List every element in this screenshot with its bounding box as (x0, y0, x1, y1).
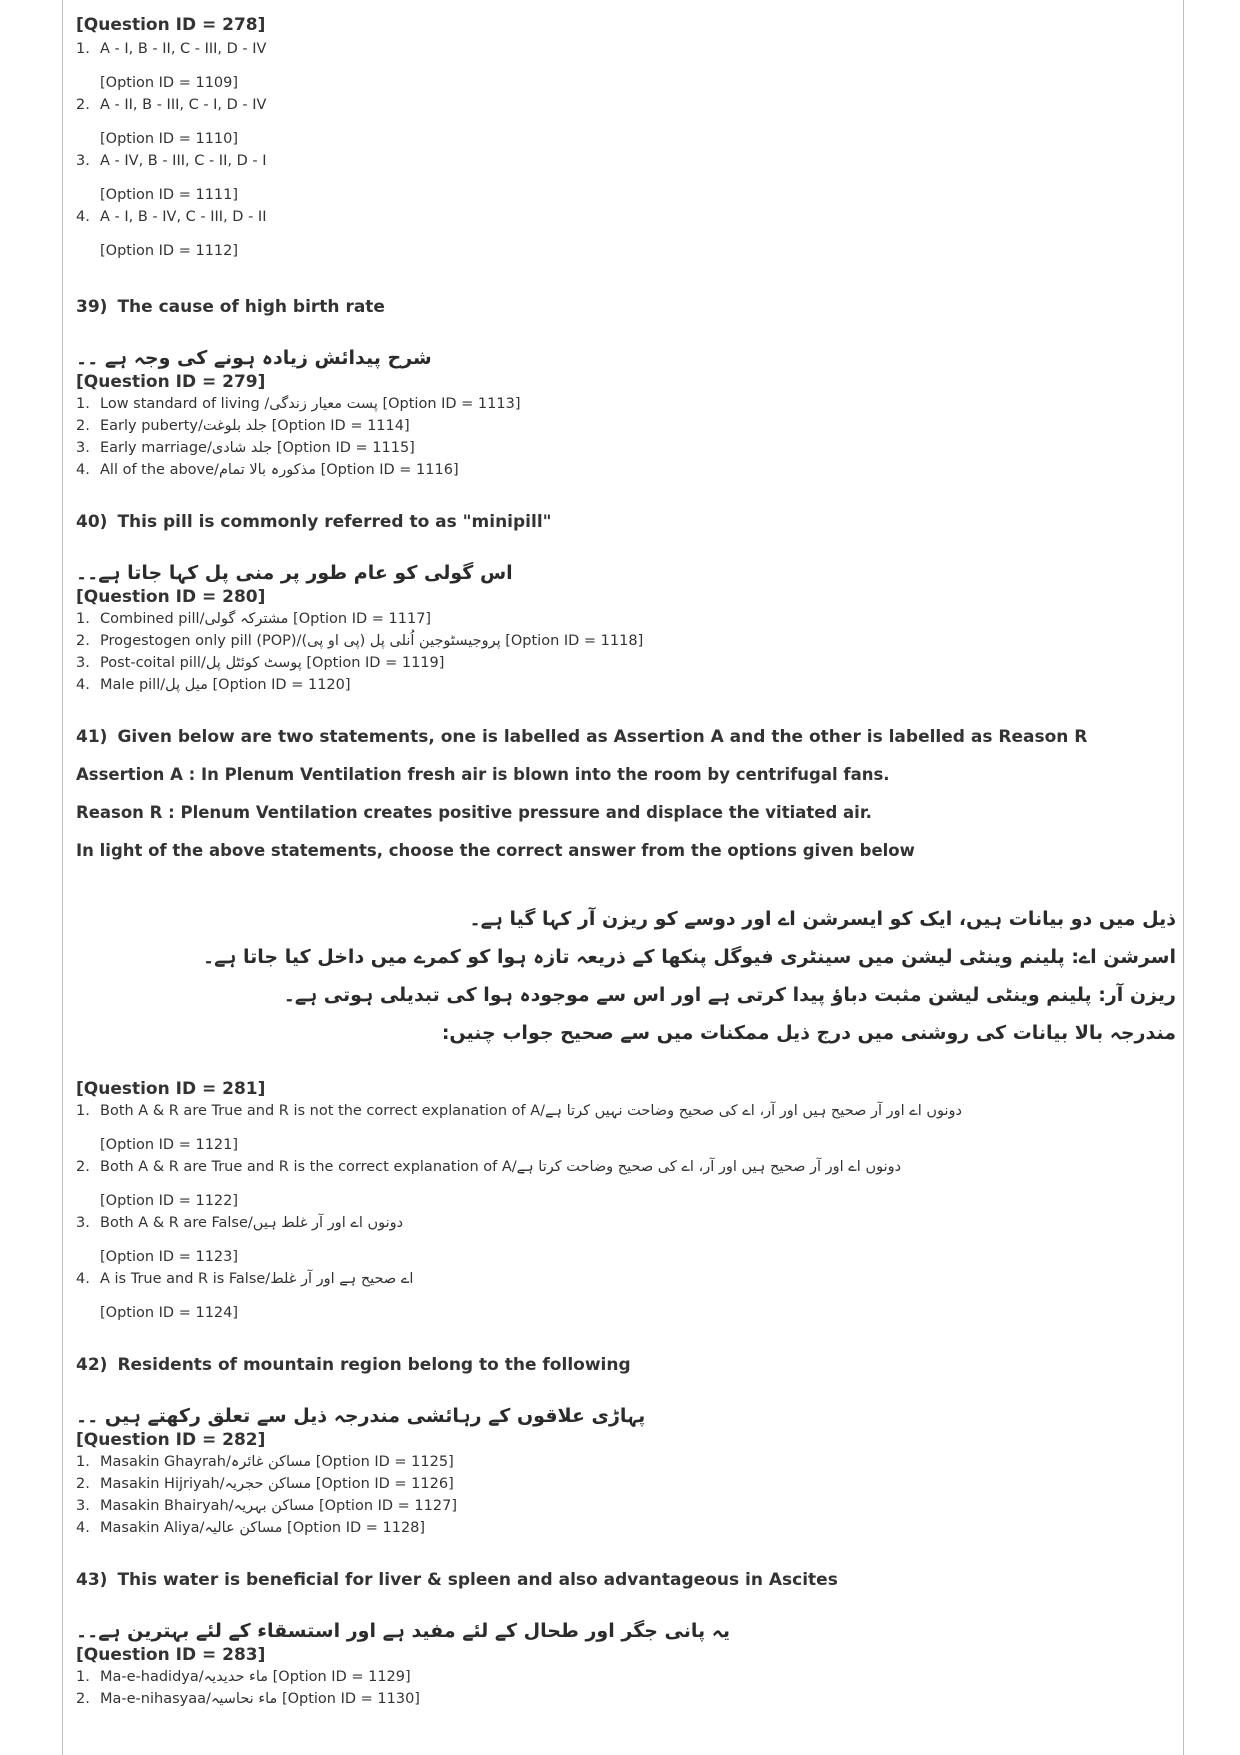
option-text: A - I, B - II, C - III, D - IV (100, 41, 267, 57)
option-item (76, 1451, 1176, 1473)
option-number: 3. (76, 440, 90, 456)
instruction-text: In light of the above statements, choose the correct answer from the options given below (76, 841, 915, 860)
option-id: [Option ID = 1129] (272, 1669, 411, 1685)
question-id: [Question ID = 278] (76, 15, 266, 35)
option-id: [Option ID = 1111] (100, 187, 239, 203)
option-number: 1. (76, 1454, 90, 1470)
option-item (76, 1473, 1176, 1495)
question-number: 41) (76, 727, 108, 747)
option-id: [Option ID = 1124] (100, 1305, 239, 1321)
option-id: [Option ID = 1130] (281, 1691, 420, 1707)
question-41 (76, 726, 1176, 1324)
option-id: [Option ID = 1116] (320, 462, 459, 478)
option-item (76, 1517, 1176, 1539)
option-text: Progestogen only pill (POP)/ (100, 633, 302, 649)
option-text: Both A & R are True and R is the correct explanation of A/ (100, 1159, 517, 1175)
option-id: [Option ID = 1125] (315, 1454, 454, 1470)
option-text: Ma-e-hadidya/ (100, 1669, 204, 1685)
option-urdu-text: مساکن عالیہ (204, 1520, 283, 1536)
option-id: [Option ID = 1114] (271, 418, 410, 434)
option-text: Early marriage/ (100, 440, 212, 456)
question-urdu-text: یہ پانی جگر اور طحال کے لئے مفید ہے اور استسقاء کے لئے بہترین ہے۔۔ (76, 1620, 731, 1642)
option-number: 4. (76, 1271, 90, 1287)
option-number: 2. (76, 97, 90, 113)
option-id: [Option ID = 1115] (276, 440, 415, 456)
option-text: Male pill/ (100, 677, 166, 693)
option-item (76, 1156, 1176, 1178)
option-text: Masakin Bhairyah/ (100, 1498, 234, 1514)
option-text: Combined pill/ (100, 611, 205, 627)
option-item (76, 150, 1176, 172)
question-title (76, 296, 1176, 318)
question-title (76, 726, 1176, 748)
urdu-statement-line: اسرشن اے: پلینم وینٹی لیشن میں سینٹری فیوگل پنکھا کے ذریعہ تازہ ہوا کو کمرے میں داخل کیا جاتا ہے۔ (203, 946, 1176, 968)
option-item (76, 1100, 1176, 1122)
option-item (76, 1688, 1176, 1710)
question-text: This pill is commonly referred to as "minipill" (117, 512, 552, 532)
option-text: Masakin Hijriyah/ (100, 1476, 225, 1492)
question-text: The cause of high birth rate (117, 297, 385, 317)
question-278-options (76, 14, 1176, 262)
question-title (76, 511, 1176, 533)
option-urdu-text: دونوں اے اور آر صحیح ہیں اور آر، اے کی صحیح وضاحت نہیں کرتا ہے (545, 1103, 962, 1119)
option-urdu-text: دونوں اے اور آر غلط ہیں (252, 1215, 404, 1231)
option-item (76, 674, 1176, 696)
option-item (76, 38, 1176, 60)
option-number: 3. (76, 655, 90, 671)
option-urdu-text: مشترکہ گولی (204, 611, 289, 627)
option-number: 2. (76, 1476, 90, 1492)
option-text: Ma-e-nihasyaa/ (100, 1691, 211, 1707)
option-id: [Option ID = 1127] (318, 1498, 457, 1514)
question-text: Given below are two statements, one is labelled as Assertion A and the other is labelled as Reason R (117, 727, 1088, 747)
option-text: Post-coital pill/ (100, 655, 206, 671)
question-text: Residents of mountain region belong to the following (117, 1355, 631, 1375)
option-id: [Option ID = 1121] (100, 1137, 239, 1153)
question-id: [Question ID = 280] (76, 587, 266, 607)
question-42 (76, 1354, 1176, 1539)
option-number: 1. (76, 396, 90, 412)
option-number: 3. (76, 1215, 90, 1231)
option-text: Both A & R are True and R is not the correct explanation of A/ (100, 1103, 546, 1119)
urdu-statement-line: ریزن آر: پلینم وینٹی لیشن مثبت دباؤ پیدا کرتی ہے اور اس سے موجودہ ہوا کی تبدیلی ہوتی ہے۔ (283, 984, 1176, 1006)
question-urdu-text: اس گولی کو عام طور پر منی پل کہا جاتا ہے۔۔ (76, 562, 513, 584)
option-item (76, 437, 1176, 459)
option-number: 2. (76, 633, 90, 649)
question-urdu-text: پہاڑی علاقوں کے رہائشی مندرجہ ذیل سے تعلق رکھتے ہیں ۔۔ (76, 1405, 646, 1427)
option-text: Low standard of living / (100, 396, 270, 412)
question-paper (76, 14, 1176, 1710)
question-id: [Question ID = 281] (76, 1079, 266, 1099)
option-id: [Option ID = 1122] (100, 1193, 239, 1209)
option-text: Masakin Ghayrah/ (100, 1454, 231, 1470)
option-number: 2. (76, 1691, 90, 1707)
option-urdu-text: پروجیسٹوجین اُنلی پل (پی او پی) (301, 633, 501, 649)
reason-statement: Reason R : Plenum Ventilation creates positive pressure and displace the vitiated air. (76, 803, 872, 822)
option-item (76, 608, 1176, 630)
question-title (76, 1569, 1176, 1591)
option-item (76, 94, 1176, 116)
option-id: [Option ID = 1128] (287, 1520, 426, 1536)
option-text: All of the above/ (100, 462, 219, 478)
question-id: [Question ID = 283] (76, 1645, 266, 1665)
option-item (76, 415, 1176, 437)
option-urdu-text: مذکورہ بالا تمام (218, 462, 316, 478)
question-id: [Question ID = 282] (76, 1430, 266, 1450)
option-urdu-text: مساکن بہریہ (233, 1498, 315, 1514)
option-urdu-text: ماء نحاسیہ (210, 1691, 278, 1707)
option-number: 4. (76, 1520, 90, 1536)
option-id: [Option ID = 1112] (100, 243, 239, 259)
urdu-statement-line: مندرجہ بالا بیانات کی روشنی میں درج ذیل ممکنات میں سے صحیح جواب چنیں: (441, 1022, 1176, 1044)
option-id: [Option ID = 1123] (100, 1249, 239, 1265)
option-text: A - I, B - IV, C - III, D - II (100, 209, 267, 225)
option-number: 1. (76, 1669, 90, 1685)
page-left-border (62, 0, 63, 1755)
option-item (76, 1666, 1176, 1688)
option-urdu-text: جلد بلوغت (202, 418, 267, 434)
option-item (76, 630, 1176, 652)
option-number: 4. (76, 462, 90, 478)
option-number: 1. (76, 1103, 90, 1119)
option-id: [Option ID = 1120] (212, 677, 351, 693)
option-text: A - IV, B - III, C - II, D - I (100, 153, 267, 169)
option-urdu-text: جلد شادی (211, 440, 273, 456)
option-id: [Option ID = 1126] (315, 1476, 454, 1492)
option-number: 3. (76, 1498, 90, 1514)
option-number: 1. (76, 611, 90, 627)
assertion-statement: Assertion A : In Plenum Ventilation fresh air is blown into the room by centrifugal fans. (76, 765, 890, 784)
option-item (76, 1495, 1176, 1517)
question-text: This water is beneficial for liver & spleen and also advantageous in Ascites (117, 1570, 838, 1590)
option-urdu-text: میل پل (165, 677, 208, 693)
option-urdu-text: ماء حدیدیہ (203, 1669, 269, 1685)
question-id: [Question ID = 279] (76, 372, 266, 392)
option-id: [Option ID = 1119] (306, 655, 445, 671)
option-number: 2. (76, 1159, 90, 1175)
option-number: 4. (76, 677, 90, 693)
option-number: 1. (76, 41, 90, 57)
option-item (76, 206, 1176, 228)
option-item (76, 1268, 1176, 1290)
option-id: [Option ID = 1113] (382, 396, 521, 412)
option-item (76, 1212, 1176, 1234)
page-right-border (1183, 0, 1184, 1755)
option-urdu-text: دونوں اے اور آر صحیح ہیں اور آر، اے کی صحیح وضاحت کرتا ہے (516, 1159, 902, 1175)
question-number: 42) (76, 1355, 108, 1375)
option-item (76, 393, 1176, 415)
option-number: 3. (76, 153, 90, 169)
option-urdu-text: مساکن غائرہ (230, 1454, 312, 1470)
question-40 (76, 511, 1176, 696)
option-item (76, 459, 1176, 481)
question-39 (76, 296, 1176, 481)
question-number: 39) (76, 297, 108, 317)
option-text: A - II, B - III, C - I, D - IV (100, 97, 267, 113)
urdu-statement-line: ذیل میں دو بیانات ہیں، ایک کو ایسرشن اے اور دوسے کو ریزن آر کہا گیا ہے۔ (469, 908, 1176, 930)
option-id: [Option ID = 1117] (293, 611, 432, 627)
option-urdu-text: مساکن حجریہ (224, 1476, 312, 1492)
option-urdu-text: پست معیار زندگی (269, 396, 378, 412)
option-item (76, 652, 1176, 674)
option-text: Both A & R are False/ (100, 1215, 253, 1231)
option-id: [Option ID = 1109] (100, 75, 239, 91)
question-urdu-text: شرح پیدائش زیادہ ہونے کی وجہ ہے ۔۔ (76, 347, 432, 369)
option-id: [Option ID = 1110] (100, 131, 239, 147)
option-urdu-text: پوسٹ کوئٹل پل (205, 655, 302, 671)
question-43 (76, 1569, 1176, 1710)
option-urdu-text: اے صحیح ہے اور آر غلط (270, 1271, 414, 1287)
question-number: 43) (76, 1570, 108, 1590)
option-id: [Option ID = 1118] (505, 633, 644, 649)
option-text: Masakin Aliya/ (100, 1520, 205, 1536)
question-number: 40) (76, 512, 108, 532)
option-number: 4. (76, 209, 90, 225)
option-text: Early puberty/ (100, 418, 203, 434)
question-title (76, 1354, 1176, 1376)
option-text: A is True and R is False/ (100, 1271, 271, 1287)
option-number: 2. (76, 418, 90, 434)
